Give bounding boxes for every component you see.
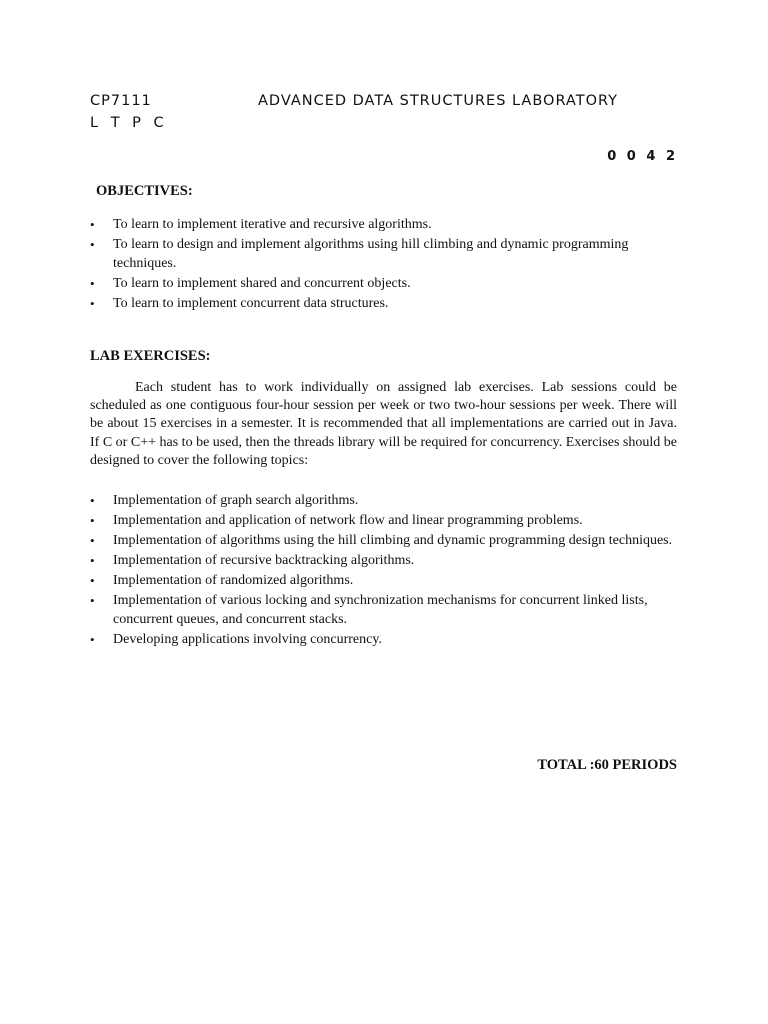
bullet-icon: •: [90, 217, 95, 232]
bullet-icon: •: [90, 573, 95, 588]
course-code: CP7111: [90, 93, 152, 109]
objective-text: To learn to design and implement algorithms using hill climbing and dynamic programming techniques.: [113, 237, 629, 271]
objective-text: To learn to implement concurrent data structures.: [113, 296, 389, 311]
bullet-icon: •: [90, 593, 95, 608]
bullet-icon: •: [90, 493, 95, 508]
ltpc-label: L T P C: [90, 115, 168, 131]
total-periods: TOTAL :60 PERIODS: [537, 757, 677, 773]
topics-list: [90, 491, 680, 650]
list-item: [90, 630, 680, 649]
list-item: [90, 591, 680, 629]
course-title: ADVANCED DATA STRUCTURES LABORATORY: [258, 93, 618, 109]
topic-text: Implementation and application of network flow and linear programming problems.: [113, 513, 583, 528]
lab-exercises-paragraph: Each student has to work individually on assigned lab exercises. Lab sessions could be scheduled as one contiguous four-hour session per week or two two-hour sessions per week. There will be about 15 exercises in a semester. It is recommended that all implementations are carried out in Java. If C or C++ has to be used, then the threads library will be required for concurrency. Exercises should be designed to cover the following topics:: [90, 380, 677, 468]
list-item: [90, 491, 680, 510]
list-item: [90, 511, 680, 530]
bullet-icon: •: [90, 237, 95, 252]
bullet-icon: •: [90, 513, 95, 528]
topic-text: Implementation of graph search algorithms.: [113, 493, 359, 508]
topic-text: Developing applications involving concurrency.: [113, 632, 382, 647]
topic-text: Implementation of recursive backtracking algorithms.: [113, 553, 415, 568]
bullet-icon: •: [90, 632, 95, 647]
objectives-list: [90, 215, 680, 314]
bullet-icon: •: [90, 276, 95, 291]
objective-text: To learn to implement shared and concurrent objects.: [113, 276, 411, 291]
topic-text: Implementation of various locking and synchronization mechanisms for concurrent linked lists, concurrent queues, and concurrent stacks.: [113, 593, 648, 627]
objective-text: To learn to implement iterative and recursive algorithms.: [113, 217, 432, 232]
list-item: [90, 531, 680, 550]
list-item: [90, 235, 680, 273]
lab-exercises-heading: LAB EXERCISES:: [90, 348, 211, 364]
topic-text: Implementation of algorithms using the hill climbing and dynamic programming design techniques.: [113, 533, 673, 548]
list-item: [90, 215, 680, 234]
list-item: [90, 571, 680, 590]
bullet-icon: •: [90, 296, 95, 311]
topic-text: Implementation of randomized algorithms.: [113, 573, 354, 588]
ltpc-values: 0 0 4 2: [607, 149, 678, 164]
list-item: [90, 551, 680, 570]
bullet-icon: •: [90, 553, 95, 568]
objectives-heading: OBJECTIVES:: [96, 183, 193, 199]
list-item: [90, 294, 680, 313]
bullet-icon: •: [90, 533, 95, 548]
list-item: [90, 274, 680, 293]
